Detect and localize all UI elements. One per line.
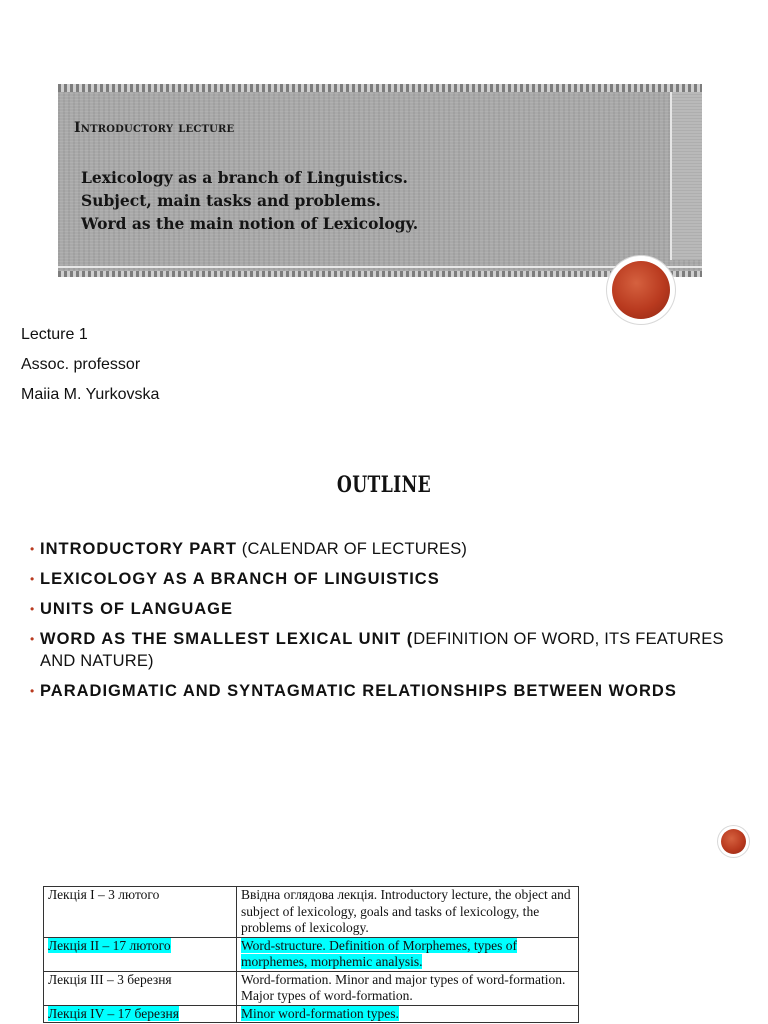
- author-name: Maiia M. Yurkovska: [21, 386, 160, 403]
- lecture-topic-cell: Minor word-formation types.: [237, 1005, 579, 1023]
- lecture-date-cell: Лекція I – 3 лютого: [44, 887, 237, 938]
- author-info: [21, 320, 159, 410]
- bullet-icon: •: [30, 542, 35, 556]
- author-position: Assoc. professor: [21, 356, 141, 373]
- lecture-date-cell: Лекція IV – 17 березня: [44, 1005, 237, 1023]
- lecture-subtitle: [81, 166, 641, 235]
- bullet-icon: •: [30, 684, 35, 698]
- lecture-topic-cell: Ввідна оглядова лекція. Introductory lecture, the object and subject of lexicology, goals and tasks of lexicology, the problems of lexicology.: [237, 887, 579, 938]
- table-row: [44, 1005, 579, 1023]
- lecture-calendar-table: [43, 886, 579, 1023]
- banner-bottom-edge: [58, 271, 702, 277]
- outline-item: • LEXICOLOGY AS A BRANCH OF LINGUISTICS: [30, 570, 440, 588]
- banner-right-strip: [670, 92, 702, 260]
- outline-title: OUTLINE: [336, 472, 432, 498]
- outline-item: • PARADIGMATIC AND SYNTAGMATIC RELATIONSHIPS BETWEEN WORDS: [30, 682, 677, 700]
- table-row: [44, 971, 579, 1005]
- lecture-heading: Introductory lecture: [74, 120, 235, 136]
- table-row: [44, 887, 579, 938]
- lecture-number: Lecture 1: [21, 326, 88, 343]
- lecture-topic-cell: Word-structure. Definition of Morphemes, types of morphemes, morphemic analysis.: [237, 937, 579, 971]
- lecture-date-cell: Лекція II – 17 лютого: [44, 937, 237, 971]
- bullet-icon: •: [30, 632, 35, 646]
- title-banner: [58, 84, 702, 277]
- decorative-red-circle-icon: [607, 256, 675, 324]
- table-row: [44, 937, 579, 971]
- decorative-red-dot-icon: [718, 826, 749, 857]
- subtitle-line: Lexicology as a branch of Linguistics.: [81, 168, 408, 187]
- outline-item: • INTRODUCTORY PART (CALENDAR OF LECTURES): [30, 540, 468, 558]
- outline-list: [30, 538, 730, 710]
- outline-item: • WORD AS THE SMALLEST LEXICAL UNIT (DEFINITION OF WORD, ITS FEATURES AND NATURE): [30, 630, 724, 670]
- outline-item: • UNITS OF LANGUAGE: [30, 600, 233, 618]
- bullet-icon: •: [30, 572, 35, 586]
- banner-divider-line: [58, 266, 702, 268]
- lecture-date-cell: Лекція III – 3 березня: [44, 971, 237, 1005]
- banner-top-edge: [58, 84, 702, 92]
- lecture-topic-cell: Word-formation. Minor and major types of word-formation. Major types of word-formation.: [237, 971, 579, 1005]
- subtitle-line: Word as the main notion of Lexicology.: [81, 214, 419, 233]
- bullet-icon: •: [30, 602, 35, 616]
- subtitle-line: Subject, main tasks and problems.: [81, 191, 381, 210]
